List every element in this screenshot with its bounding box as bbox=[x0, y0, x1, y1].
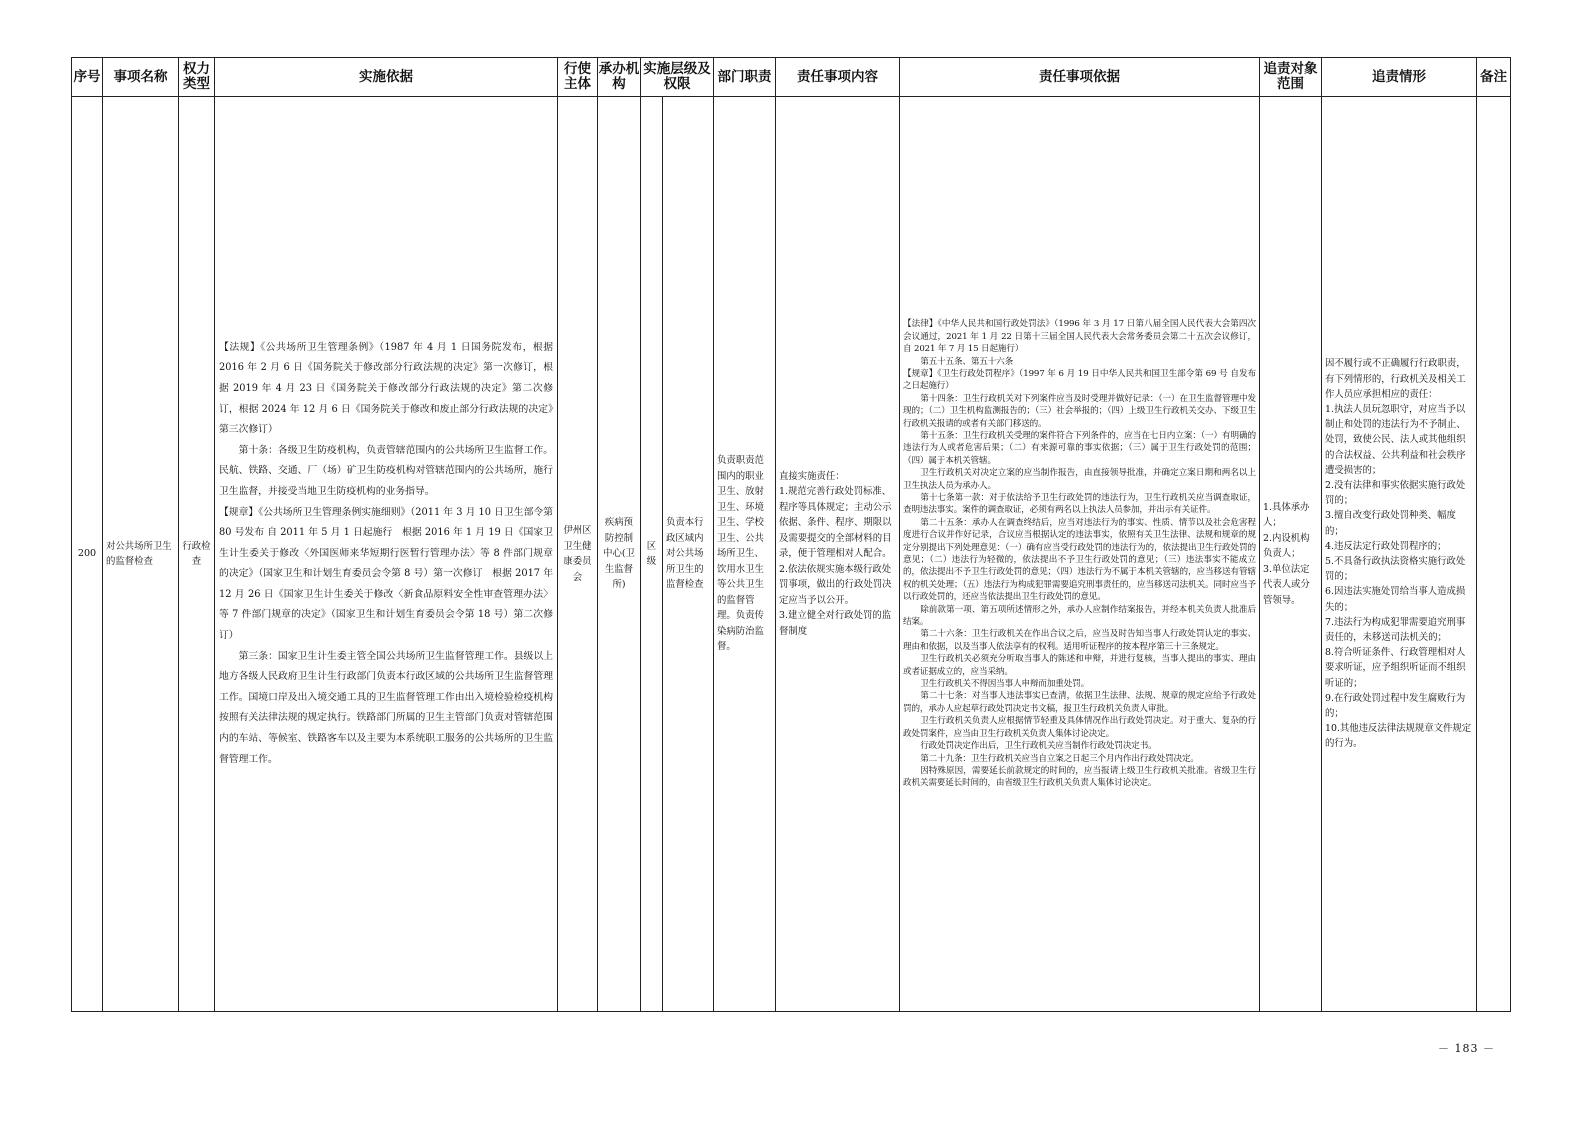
cell-level-scope bbox=[663, 97, 714, 1012]
resp-basis-para-17: 因特殊原因，需要延长前款规定的时间的，应当报请上级卫生行政机关批准。省级卫生行政机关需要延长时间的，由省级卫生行政机关负责人集体讨论决定。 bbox=[903, 765, 1256, 789]
header-dept-duty: 部门职责 bbox=[714, 58, 776, 97]
resp-basis-para-9: 除前款第一项、第五项所述情形之外，承办人应制作结案报告，并经本机关负责人批准后结案。 bbox=[903, 604, 1256, 628]
cell-basis bbox=[215, 97, 558, 1012]
page-number: － 183 － bbox=[1438, 1042, 1495, 1055]
header-item-name: 事项名称 bbox=[103, 58, 179, 97]
resp-basis-text bbox=[900, 316, 1259, 791]
resp-basis-para-11: 卫生行政机关必须充分听取当事人的陈述和申辩，并进行复核，当事人提出的事实、理由或者证据成立的，应当采纳。 bbox=[903, 654, 1256, 677]
header-row bbox=[72, 58, 1511, 97]
cell-handler bbox=[598, 97, 641, 1012]
basis-para-2: 第十条：各级卫生防疫机构，负责管辖范围内的公共场所卫生监督工作。民航、铁路、交通、厂（场）矿卫生防疫机构对管辖范围内的公共场所，施行卫生监督，并接受当地卫生防疫机构的业务指导。 bbox=[219, 444, 553, 497]
handler-value: 疾病预防控制中心(卫生监督所) bbox=[603, 517, 635, 591]
responsibility-table bbox=[71, 57, 1511, 1012]
accountable-scope-value: 1.具体承办人； 2.内设机构负责人； 3.单位法定代表人或分管领导。 bbox=[1263, 501, 1310, 606]
cell-remark bbox=[1477, 97, 1511, 1012]
dept-duty-value: 负责职责范围内的职业卫生、放射卫生、环境卫生、学校卫生、公共场所卫生、饮用水卫生等公共卫生的监督管理。负责传染病防治监督。 bbox=[717, 455, 764, 653]
cell-seq bbox=[72, 97, 103, 1012]
header-accountable-scope: 追责对象范围 bbox=[1260, 58, 1322, 97]
power-type-value: 行政检查 bbox=[182, 540, 211, 567]
resp-basis-para-2: 第五十五条、第五十六条 bbox=[920, 356, 1014, 367]
resp-basis-para-14: 卫生行政机关负责人应根据情节轻重及具体情况作出行政处罚决定。对于重大、复杂的行政处罚案件，应当由卫生行政机关负责人集体讨论决定。 bbox=[903, 716, 1256, 739]
cell-dept-duty bbox=[714, 97, 776, 1012]
resp-basis-para-8: 第二十五条：承办人在调查终结后，应当对违法行为的事实、性质、情节以及社会危害程度进行合议并作好记录，合议应当根据认定的违法事实，依照有关卫生法律、法规和规章的规定分别提出下列处理意见：（一）确有应当受行政处罚的违法行为的，依法提出卫生行政处罚的意见；（二）违法行为轻微的，依法提出不予卫生行政处罚的意见；（三）违法事实不能成立的，依法提出不予卫生行政处罚的意见；（四）违法行为不属于本机关管辖的，应当移送有管辖权的机关处理；（五）违法行为构成犯罪需要追究刑事责任的，应当移送司法机关。同时应当予以行政处罚的，还应当依法提出卫生行政处罚的意见。 bbox=[903, 517, 1256, 603]
resp-basis-para-12: 卫生行政机关不得因当事人申辩而加重处罚。 bbox=[920, 679, 1090, 690]
header-handler: 承办机构 bbox=[598, 58, 641, 97]
accountable-cases-value: 因不履行或不正确履行行政职责，有下列情形的，行政机关及相关工作人员应承担相应的责任： 1.执法人员玩忽职守，对应当予以制止和处罚的违法行为不予制止、处罚，致使公民、法人或其他组织的合法权益、公共利益和社会秩序遭受损害的； 2.没有法律和事实依据实施行政处罚的； 3.擅自改变行政处罚种类、幅度的； 4.违反法定行政处罚程序的； 5.不具备行政执法资格实施行政处罚的； 6.因违法实施处罚给当事人造成损失的； 7.违法行为构成犯罪需要追究刑事责任的，未移送司法机关的； 8.符合听证条件、行政管理相对人要求听证，应予组织听证而不组织听证的； 9.在行政处罚过程中发生腐败行为的； 10.其他违反法律法规规章文件规定的行为。 bbox=[1325, 358, 1472, 750]
header-basis: 实施依据 bbox=[215, 58, 558, 97]
level-tier-value: 区级 bbox=[646, 540, 657, 567]
header-resp-content: 责任事项内容 bbox=[776, 58, 900, 97]
resp-basis-para-13: 第二十七条：对当事人违法事实已查清，依据卫生法律、法规、规章的规定应给予行政处罚的，承办人应起草行政处罚决定书文稿，报卫生行政机关负责人审批。 bbox=[903, 691, 1256, 714]
cell-item-name bbox=[103, 97, 179, 1012]
resp-basis-para-15: 行政处罚决定作出后，卫生行政机关应当制作行政处罚决定书。 bbox=[920, 741, 1157, 752]
resp-basis-para-3: 【规章】《卫生行政处罚程序》（1997 年 6 月 19 日中华人民共和国卫生部令第 69 号 自发布之日起施行） bbox=[903, 368, 1256, 392]
cell-power-type bbox=[179, 97, 215, 1012]
header-level: 实施层级及权限 bbox=[641, 58, 714, 97]
resp-basis-para-10: 第二十六条：卫生行政机关在作出合议之后，应当及时告知当事人行政处罚认定的事实、理由和依据，以及当事人依法享有的权利。适用听证程序的按本程序第三十三条规定。 bbox=[903, 629, 1256, 652]
resp-basis-para-7: 第十七条第一款：对于依法给予卫生行政处罚的违法行为，卫生行政机关应当调查取证，查明违法事实。案件的调查取证，必须有两名以上执法人员参加，并出示有关证件。 bbox=[903, 492, 1256, 516]
resp-basis-para-4: 第十四条：卫生行政机关对下列案件应当及时受理并做好记录：（一）在卫生监督管理中发现的；（二）卫生机构监测报告的；（三）社会举报的；（四）上级卫生行政机关交办、下级卫生行政机关报请的或者有关部门移送的。 bbox=[903, 393, 1256, 429]
remark-value bbox=[1477, 551, 1510, 557]
level-scope-value: 负责本行政区域内对公共场所卫生的监督检查 bbox=[666, 517, 704, 591]
cell-accountable-scope bbox=[1260, 97, 1322, 1012]
basis-para-4: 第三条：国家卫生计生委主管全国公共场所卫生监督管理工作。县级以上地方各级人民政府卫生计生行政部门负责本行政区域的公共场所卫生监督管理工作。国境口岸及出入境交通工具的卫生监督管理工作由出入境检验检疫机构按照有关法律法规的规定执行。铁路部门所属的卫生主管部门负责对管辖范围内的车站、等候室、铁路客车以及主要为本系统职工服务的公共场所的卫生监督管理工作。 bbox=[219, 650, 553, 765]
cell-resp-content bbox=[776, 97, 900, 1012]
seq-value: 200 bbox=[77, 548, 97, 559]
resp-content-value: 直接实施责任： 1.规范完善行政处罚标准、程序等具体规定；主动公示依据、条件、程序、期限以及需要提交的全部材料的目录，便于管理相对人配合。 2.依法依规实施本级行政处罚事项，做出的行政处罚决定应当予以公开。 3.建立健全对行政处罚的监督制度 bbox=[779, 470, 892, 637]
resp-basis-para-6: 卫生行政机关对决定立案的应当制作报告，由直接领导批准，并确定立案日期和两名以上卫生执法人员为承办人。 bbox=[903, 468, 1256, 491]
resp-basis-para-16: 第二十九条：卫生行政机关应当自立案之日起三个月内作出行政处罚决定。 bbox=[920, 753, 1199, 764]
table-row bbox=[72, 97, 1511, 1012]
header-remark: 备注 bbox=[1477, 58, 1511, 97]
basis-para-1: 【法规】《公共场所卫生管理条例》（1987 年 4 月 1 日国务院发布，根据 2016 年 2 月 6 日《国务院关于修改部分行政法规的决定》第一次修订，根据 2019 年 4 月 23 日《国务院关于修改部分行政法规的决定》第二次修订，根据 2024 年 12 月 6 日《国务院关于修改和废止部分行政法规的决定》第三次修订） bbox=[219, 341, 553, 436]
header-resp-basis: 责任事项依据 bbox=[900, 58, 1260, 97]
header-executor: 行使主体 bbox=[558, 58, 598, 97]
header-seq: 序号 bbox=[72, 58, 103, 97]
basis-para-3: 【规章】《公共场所卫生管理条例实施细则》（2011 年 3 月 10 日卫生部令第 80 号发布 自 2011 年 5 月 1 日起施行 根据 2016 年 1 月 19 日《国家卫生计生委关于修改〈外国医师来华短期行医暂行管理办法〉等 8 件部门规章的决定》（国家卫生和计划生育委员会令第 8 号）第一次修订 根据 2017 年 12 月 26 日《国家卫生计生委关于修改〈新食品原料安全性审查管理办法〉等 7 件部门规章的决定》（国家卫生和计划生育委员会令第 18 号）第二次修订） bbox=[219, 506, 553, 642]
basis-text bbox=[215, 335, 557, 773]
item-name-value: 对公共场所卫生的监督检查 bbox=[106, 540, 172, 567]
header-power-type: 权力类型 bbox=[179, 58, 215, 97]
executor-value: 伊州区卫生健康委员会 bbox=[563, 525, 592, 583]
cell-accountable-cases bbox=[1322, 97, 1477, 1012]
header-accountable-cases: 追责情形 bbox=[1322, 58, 1477, 97]
cell-level-tier bbox=[641, 97, 663, 1012]
cell-executor bbox=[558, 97, 598, 1012]
resp-basis-para-5: 第十五条：卫生行政机关受理的案件符合下列条件的，应当在七日内立案：（一）有明确的违法行为人或者危害后果；（二）有来源可靠的事实依据；（三）属于卫生行政处罚的范围；（四）属于本机关管辖。 bbox=[903, 430, 1256, 466]
resp-basis-para-1: 【法律】《中华人民共和国行政处罚法》（1996 年 3 月 17 日第八届全国人民代表大会第四次会议通过，2021 年 1 月 22 日第十三届全国人民代表大会常务委员会第二十五次会议修订，自 2021 年 7 月 15 日起施行） bbox=[903, 319, 1256, 355]
cell-resp-basis bbox=[900, 97, 1260, 1012]
